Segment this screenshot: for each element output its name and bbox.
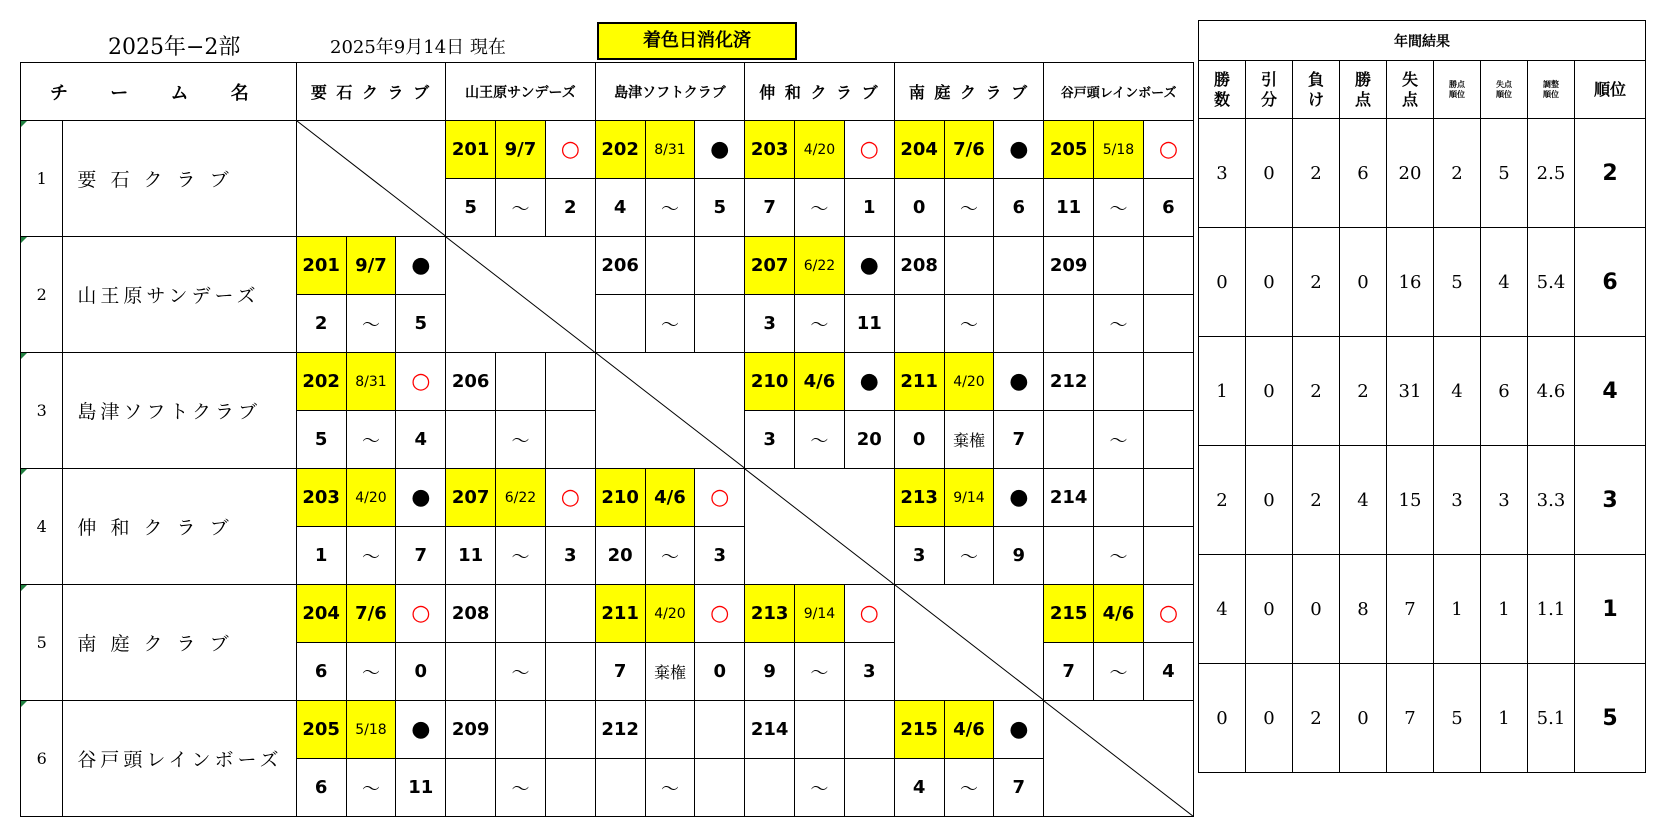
game-date: 9/7 xyxy=(496,121,546,179)
col-header-team-6: 谷戸頭レインボーズ xyxy=(1044,63,1194,121)
summary-value: 0 xyxy=(1246,228,1293,337)
score-separator: 〜 xyxy=(496,643,546,701)
score-separator: 〜 xyxy=(496,411,546,469)
score-own: 6 xyxy=(296,759,346,817)
result-cell xyxy=(545,701,595,759)
game-date xyxy=(1094,353,1144,411)
score-own: 7 xyxy=(745,179,795,237)
summary-value: 0 xyxy=(1199,228,1246,337)
summary-value: 4 xyxy=(1481,228,1528,337)
summary-value: 5 xyxy=(1434,664,1481,773)
score-opponent: 7 xyxy=(994,411,1044,469)
summary-value: 4.6 xyxy=(1528,337,1575,446)
score-own xyxy=(745,759,795,817)
score-own xyxy=(446,411,496,469)
summary-col-header: 失点順位 xyxy=(1481,61,1528,119)
score-separator: 〜 xyxy=(645,527,695,585)
table-row xyxy=(21,353,1194,411)
summary-value: 5 xyxy=(1434,228,1481,337)
col-header-team-1: 要 石 ク ラ ブ xyxy=(296,63,446,121)
score-separator: 〜 xyxy=(1094,179,1144,237)
score-separator: 〜 xyxy=(795,179,845,237)
diagonal-line xyxy=(745,469,894,584)
team-name-header: チ ー ム 名 xyxy=(21,63,297,121)
row-number: 2 xyxy=(21,237,63,353)
score-own xyxy=(1044,411,1094,469)
score-own: 11 xyxy=(446,527,496,585)
result-cell xyxy=(994,237,1044,295)
diagonal-line xyxy=(297,121,446,236)
summary-value: 2 xyxy=(1293,337,1340,446)
score-separator: 〜 xyxy=(795,643,845,701)
summary-col-header: 勝点 xyxy=(1340,61,1387,119)
game-number: 203 xyxy=(745,121,795,179)
win-mark: ○ xyxy=(695,585,745,643)
score-opponent xyxy=(695,759,745,817)
game-number: 203 xyxy=(296,469,346,527)
summary-value: 0 xyxy=(1246,119,1293,228)
game-number: 213 xyxy=(894,469,944,527)
game-number: 201 xyxy=(446,121,496,179)
score-opponent: 2 xyxy=(545,179,595,237)
game-date xyxy=(496,353,546,411)
loss-mark: ● xyxy=(844,353,894,411)
row-number: 4 xyxy=(21,469,63,585)
summary-row xyxy=(1199,119,1646,228)
game-date: 9/14 xyxy=(795,585,845,643)
summary-value: 3 xyxy=(1481,446,1528,555)
score-opponent: 4 xyxy=(396,411,446,469)
loss-mark: ● xyxy=(396,469,446,527)
table-row xyxy=(21,585,1194,643)
summary-value: 3 xyxy=(1434,446,1481,555)
summary-value: 6 xyxy=(1481,337,1528,446)
game-date xyxy=(496,701,546,759)
summary-value: 2 xyxy=(1293,664,1340,773)
result-cell xyxy=(695,701,745,759)
score-own xyxy=(595,759,645,817)
game-date: 4/6 xyxy=(795,353,845,411)
score-separator: 〜 xyxy=(944,759,994,817)
score-own: 5 xyxy=(446,179,496,237)
score-opponent: 6 xyxy=(1143,179,1193,237)
score-opponent xyxy=(1143,295,1193,353)
game-number: 208 xyxy=(894,237,944,295)
game-date: 9/14 xyxy=(944,469,994,527)
summary-value: 5 xyxy=(1481,119,1528,228)
loss-mark: ● xyxy=(994,701,1044,759)
forfeit-label: 棄権 xyxy=(944,411,994,469)
summary-value: 4 xyxy=(1434,337,1481,446)
game-number: 214 xyxy=(1044,469,1094,527)
result-cell xyxy=(545,353,595,411)
score-separator: 〜 xyxy=(645,759,695,817)
summary-row xyxy=(1199,446,1646,555)
row-number: 5 xyxy=(21,585,63,701)
score-opponent xyxy=(1143,527,1193,585)
game-date: 4/20 xyxy=(944,353,994,411)
score-own: 7 xyxy=(595,643,645,701)
loss-mark: ● xyxy=(844,237,894,295)
score-own: 20 xyxy=(595,527,645,585)
summary-value: 2 xyxy=(1293,446,1340,555)
game-date xyxy=(645,237,695,295)
score-own: 2 xyxy=(296,295,346,353)
summary-value: 3 xyxy=(1199,119,1246,228)
game-number: 207 xyxy=(446,469,496,527)
score-opponent: 0 xyxy=(695,643,745,701)
score-own xyxy=(595,295,645,353)
game-number: 202 xyxy=(296,353,346,411)
score-separator: 〜 xyxy=(346,295,396,353)
game-date: 5/18 xyxy=(1094,121,1144,179)
win-mark: ○ xyxy=(545,121,595,179)
score-own: 3 xyxy=(745,411,795,469)
game-date: 4/20 xyxy=(795,121,845,179)
summary-value: 1 xyxy=(1434,555,1481,664)
loss-mark: ● xyxy=(994,469,1044,527)
summary-value: 3.3 xyxy=(1528,446,1575,555)
summary-row xyxy=(1199,228,1646,337)
score-own: 5 xyxy=(296,411,346,469)
game-number: 213 xyxy=(745,585,795,643)
score-opponent xyxy=(994,295,1044,353)
forfeit-label: 棄権 xyxy=(645,643,695,701)
score-own: 1 xyxy=(296,527,346,585)
summary-row xyxy=(1199,337,1646,446)
game-number: 208 xyxy=(446,585,496,643)
score-own: 0 xyxy=(894,411,944,469)
game-date xyxy=(944,237,994,295)
page-title: 2025年−2部 xyxy=(108,35,241,60)
score-opponent: 4 xyxy=(1143,643,1193,701)
win-mark: ○ xyxy=(1143,585,1193,643)
game-date xyxy=(645,701,695,759)
summary-col-header: 調整順位 xyxy=(1528,61,1575,119)
score-separator: 〜 xyxy=(944,527,994,585)
score-separator: 〜 xyxy=(346,411,396,469)
row-number: 3 xyxy=(21,353,63,469)
game-number: 214 xyxy=(745,701,795,759)
score-own: 3 xyxy=(894,527,944,585)
game-date: 7/6 xyxy=(346,585,396,643)
self-match-cell xyxy=(595,353,744,469)
col-header-team-3: 島津ソフトクラブ xyxy=(595,63,744,121)
score-opponent: 3 xyxy=(844,643,894,701)
score-opponent: 5 xyxy=(396,295,446,353)
row-team-name: 要 石 ク ラ ブ xyxy=(63,121,296,237)
score-opponent: 6 xyxy=(994,179,1044,237)
diagonal-line xyxy=(446,237,594,352)
summary-value: 0 xyxy=(1293,555,1340,664)
score-opponent: 20 xyxy=(844,411,894,469)
score-separator: 〜 xyxy=(1094,411,1144,469)
game-number: 210 xyxy=(745,353,795,411)
score-opponent xyxy=(545,759,595,817)
score-separator: 〜 xyxy=(346,527,396,585)
summary-col-header: 負け xyxy=(1293,61,1340,119)
summary-value: 8 xyxy=(1340,555,1387,664)
annual-results-title: 年間結果 xyxy=(1199,21,1646,61)
summary-value: 0 xyxy=(1246,555,1293,664)
loss-mark: ● xyxy=(695,121,745,179)
summary-value: 1 xyxy=(1481,555,1528,664)
summary-value: 1 xyxy=(1199,337,1246,446)
score-own xyxy=(1044,295,1094,353)
summary-col-header: 勝点順位 xyxy=(1434,61,1481,119)
game-date: 6/22 xyxy=(795,237,845,295)
game-date: 7/6 xyxy=(944,121,994,179)
legend-played-badge: 着色日消化済 xyxy=(597,22,797,60)
score-opponent: 7 xyxy=(994,759,1044,817)
score-own xyxy=(894,295,944,353)
score-own: 11 xyxy=(1044,179,1094,237)
final-rank: 5 xyxy=(1575,664,1646,773)
score-own: 4 xyxy=(894,759,944,817)
score-opponent: 7 xyxy=(396,527,446,585)
summary-col-header: 失点 xyxy=(1387,61,1434,119)
row-number: 6 xyxy=(21,701,63,817)
game-date: 6/22 xyxy=(496,469,546,527)
summary-value: 0 xyxy=(1199,664,1246,773)
loss-mark: ● xyxy=(396,701,446,759)
summary-value: 0 xyxy=(1246,664,1293,773)
row-team-name: 南 庭 ク ラ ブ xyxy=(63,585,296,701)
summary-value: 4 xyxy=(1199,555,1246,664)
win-mark: ○ xyxy=(844,121,894,179)
result-cell xyxy=(1143,353,1193,411)
table-row xyxy=(21,701,1194,759)
loss-mark: ● xyxy=(994,121,1044,179)
game-date: 4/6 xyxy=(1094,585,1144,643)
summary-col-header: 引分 xyxy=(1246,61,1293,119)
summary-value: 2 xyxy=(1293,228,1340,337)
summary-value: 2 xyxy=(1340,337,1387,446)
self-match-cell xyxy=(894,585,1044,701)
score-own xyxy=(446,759,496,817)
col-header-team-5: 南 庭 ク ラ ブ xyxy=(894,63,1044,121)
summary-value: 0 xyxy=(1246,446,1293,555)
summary-value: 2 xyxy=(1434,119,1481,228)
row-team-name: 島津ソフトクラブ xyxy=(63,353,296,469)
game-number: 212 xyxy=(595,701,645,759)
row-number: 1 xyxy=(21,121,63,237)
game-date xyxy=(496,585,546,643)
game-number: 211 xyxy=(894,353,944,411)
final-rank: 4 xyxy=(1575,337,1646,446)
summary-value: 5.4 xyxy=(1528,228,1575,337)
score-opponent xyxy=(1143,411,1193,469)
score-opponent: 11 xyxy=(396,759,446,817)
score-separator: 〜 xyxy=(496,179,546,237)
summary-value: 2.5 xyxy=(1528,119,1575,228)
game-date xyxy=(1094,469,1144,527)
score-opponent xyxy=(695,295,745,353)
result-cell xyxy=(695,237,745,295)
win-mark: ○ xyxy=(844,585,894,643)
summary-value: 1 xyxy=(1481,664,1528,773)
win-mark: ○ xyxy=(396,353,446,411)
table-row xyxy=(21,121,1194,179)
score-separator: 〜 xyxy=(346,759,396,817)
score-opponent: 0 xyxy=(396,643,446,701)
diagonal-line xyxy=(1044,701,1193,816)
game-date: 9/7 xyxy=(346,237,396,295)
score-opponent: 3 xyxy=(545,527,595,585)
final-rank: 6 xyxy=(1575,228,1646,337)
score-opponent: 1 xyxy=(844,179,894,237)
loss-mark: ● xyxy=(396,237,446,295)
score-opponent: 11 xyxy=(844,295,894,353)
game-number: 209 xyxy=(446,701,496,759)
score-separator: 〜 xyxy=(795,295,845,353)
score-separator: 〜 xyxy=(944,179,994,237)
game-date: 4/6 xyxy=(944,701,994,759)
result-cell xyxy=(1143,237,1193,295)
summary-value: 0 xyxy=(1246,337,1293,446)
win-mark: ○ xyxy=(1143,121,1193,179)
summary-value: 1.1 xyxy=(1528,555,1575,664)
score-own: 4 xyxy=(595,179,645,237)
row-team-name: 谷戸頭レインボーズ xyxy=(63,701,296,817)
game-date: 4/6 xyxy=(645,469,695,527)
summary-value: 7 xyxy=(1387,555,1434,664)
summary-value: 6 xyxy=(1340,119,1387,228)
game-number: 204 xyxy=(894,121,944,179)
annual-results-table xyxy=(1198,20,1646,773)
score-opponent xyxy=(844,759,894,817)
score-separator: 〜 xyxy=(496,759,546,817)
game-number: 201 xyxy=(296,237,346,295)
match-grid xyxy=(20,62,1194,817)
win-mark: ○ xyxy=(396,585,446,643)
score-separator: 〜 xyxy=(944,295,994,353)
score-own xyxy=(446,643,496,701)
final-rank: 2 xyxy=(1575,119,1646,228)
game-number: 211 xyxy=(595,585,645,643)
summary-value: 0 xyxy=(1340,228,1387,337)
game-number: 206 xyxy=(595,237,645,295)
summary-value: 2 xyxy=(1293,119,1340,228)
game-number: 212 xyxy=(1044,353,1094,411)
score-opponent: 5 xyxy=(695,179,745,237)
final-rank: 1 xyxy=(1575,555,1646,664)
game-number: 202 xyxy=(595,121,645,179)
game-date: 4/20 xyxy=(645,585,695,643)
summary-value: 31 xyxy=(1387,337,1434,446)
summary-value: 2 xyxy=(1199,446,1246,555)
game-number: 209 xyxy=(1044,237,1094,295)
score-separator: 〜 xyxy=(1094,643,1144,701)
summary-value: 20 xyxy=(1387,119,1434,228)
game-date xyxy=(795,701,845,759)
result-cell xyxy=(844,701,894,759)
score-opponent xyxy=(545,411,595,469)
game-number: 204 xyxy=(296,585,346,643)
result-cell xyxy=(1143,469,1193,527)
score-own: 9 xyxy=(745,643,795,701)
game-number: 207 xyxy=(745,237,795,295)
loss-mark: ● xyxy=(994,353,1044,411)
self-match-cell xyxy=(296,121,446,237)
score-own: 0 xyxy=(894,179,944,237)
final-rank: 3 xyxy=(1575,446,1646,555)
col-header-team-2: 山王原サンデーズ xyxy=(446,63,595,121)
game-date: 5/18 xyxy=(346,701,396,759)
summary-header-row xyxy=(1199,61,1646,119)
as-of-date: 2025年9月14日 現在 xyxy=(330,37,506,58)
summary-value: 15 xyxy=(1387,446,1434,555)
win-mark: ○ xyxy=(695,469,745,527)
score-own: 3 xyxy=(745,295,795,353)
game-number: 206 xyxy=(446,353,496,411)
score-opponent: 9 xyxy=(994,527,1044,585)
game-date: 8/31 xyxy=(645,121,695,179)
score-separator: 〜 xyxy=(496,527,546,585)
score-own: 6 xyxy=(296,643,346,701)
score-separator: 〜 xyxy=(645,295,695,353)
result-cell xyxy=(545,585,595,643)
self-match-cell xyxy=(1044,701,1194,817)
diagonal-line xyxy=(596,353,744,468)
diagonal-line xyxy=(895,585,1044,700)
summary-col-header: 順位 xyxy=(1575,61,1646,119)
score-separator: 〜 xyxy=(795,411,845,469)
row-team-name: 伸 和 ク ラ ブ xyxy=(63,469,296,585)
self-match-cell xyxy=(745,469,895,585)
summary-row xyxy=(1199,555,1646,664)
summary-value: 4 xyxy=(1340,446,1387,555)
game-date: 8/31 xyxy=(346,353,396,411)
col-header-team-4: 伸 和 ク ラ ブ xyxy=(745,63,895,121)
summary-row xyxy=(1199,664,1646,773)
score-opponent xyxy=(545,643,595,701)
score-separator: 〜 xyxy=(645,179,695,237)
game-number: 215 xyxy=(894,701,944,759)
summary-col-header: 勝数 xyxy=(1199,61,1246,119)
table-row xyxy=(21,237,1194,295)
game-number: 205 xyxy=(296,701,346,759)
game-number: 210 xyxy=(595,469,645,527)
score-separator: 〜 xyxy=(795,759,845,817)
win-mark: ○ xyxy=(545,469,595,527)
game-date: 4/20 xyxy=(346,469,396,527)
score-own: 7 xyxy=(1044,643,1094,701)
summary-value: 5.1 xyxy=(1528,664,1575,773)
summary-value: 0 xyxy=(1340,664,1387,773)
score-own xyxy=(1044,527,1094,585)
summary-value: 7 xyxy=(1387,664,1434,773)
score-separator: 〜 xyxy=(1094,295,1144,353)
game-date xyxy=(1094,237,1144,295)
game-number: 205 xyxy=(1044,121,1094,179)
row-team-name: 山王原サンデーズ xyxy=(63,237,296,353)
table-row xyxy=(21,469,1194,527)
score-opponent: 3 xyxy=(695,527,745,585)
summary-value: 16 xyxy=(1387,228,1434,337)
game-number: 215 xyxy=(1044,585,1094,643)
score-separator: 〜 xyxy=(1094,527,1144,585)
self-match-cell xyxy=(446,237,595,353)
score-separator: 〜 xyxy=(346,643,396,701)
